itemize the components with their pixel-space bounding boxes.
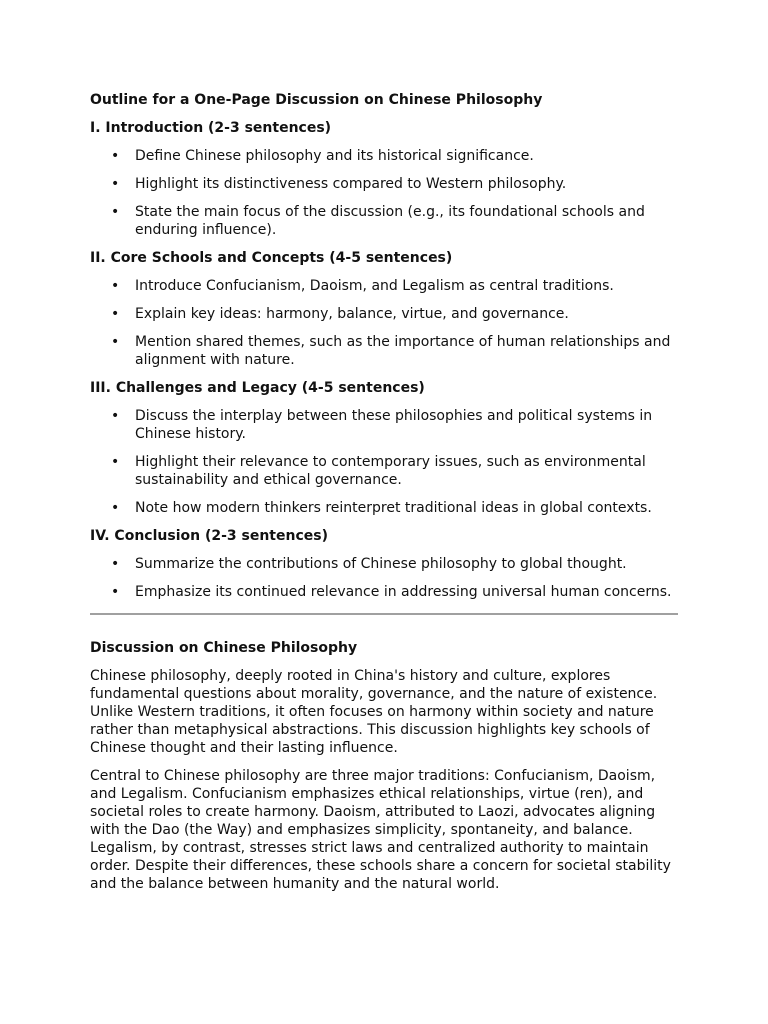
- list-item: [90, 499, 680, 517]
- outline-title: Outline for a One-Page Discussion on Chinese Philosophy: [90, 92, 543, 108]
- section-list-core-schools: [90, 277, 680, 369]
- list-item: [90, 453, 680, 489]
- list-item-text: Explain key ideas: harmony, balance, virtue, and governance.: [135, 306, 569, 322]
- section-heading-core-schools: II. Core Schools and Concepts (4-5 sentences): [90, 250, 453, 266]
- discussion-title: Discussion on Chinese Philosophy: [90, 640, 358, 656]
- list-item-text: Highlight its distinctiveness compared to Western philosophy.: [135, 176, 567, 192]
- section-heading-conclusion: IV. Conclusion (2-3 sentences): [90, 528, 328, 544]
- list-item: [90, 407, 680, 443]
- list-item: [90, 583, 680, 601]
- horizontal-divider: [90, 613, 678, 615]
- bullet-icon: •: [111, 556, 120, 572]
- bullet-icon: •: [111, 500, 120, 516]
- list-item-text: Summarize the contributions of Chinese philosophy to global thought.: [135, 556, 627, 572]
- discussion-paragraph: Central to Chinese philosophy are three major traditions: Confucianism, Daoism, and Legalism. Confucianism emphasizes ethical relationships, virtue (ren), and societal roles to create harmony. Daoism, attributed to Laozi, advocates aligning with the Dao (the Way) and emphasizes simplicity, spontaneity, and balance. Legalism, by contrast, stresses strict laws and centralized authority to maintain order. Despite their differences, these schools share a concern for societal stability and the balance between humanity and the natural world.: [90, 768, 671, 892]
- bullet-icon: •: [111, 278, 120, 294]
- bullet-icon: •: [111, 334, 120, 350]
- section-list-challenges-legacy: [90, 407, 680, 517]
- bullet-icon: •: [111, 204, 120, 220]
- bullet-icon: •: [111, 176, 120, 192]
- list-item-text: Introduce Confucianism, Daoism, and Legalism as central traditions.: [135, 278, 614, 294]
- list-item: [90, 147, 680, 165]
- section-heading-introduction: I. Introduction (2-3 sentences): [90, 120, 332, 136]
- list-item: [90, 203, 680, 239]
- list-item-text: Emphasize its continued relevance in addressing universal human concerns.: [135, 584, 672, 600]
- bullet-icon: •: [111, 408, 120, 424]
- list-item-text: State the main focus of the discussion (e.g., its foundational schools and enduring influence).: [135, 204, 645, 238]
- list-item: [90, 175, 680, 193]
- discussion-paragraph: Chinese philosophy, deeply rooted in China's history and culture, explores fundamental questions about morality, governance, and the nature of existence. Unlike Western traditions, it often focuses on harmony within society and nature rather than metaphysical abstractions. This discussion highlights key schools of Chinese thought and their lasting influence.: [90, 668, 658, 756]
- bullet-icon: •: [111, 148, 120, 164]
- list-item: [90, 305, 680, 323]
- list-item-text: Note how modern thinkers reinterpret traditional ideas in global contexts.: [135, 500, 652, 516]
- list-item-text: Discuss the interplay between these philosophies and political systems in Chinese history.: [135, 408, 653, 442]
- section-heading-challenges-legacy: III. Challenges and Legacy (4-5 sentences): [90, 380, 425, 396]
- list-item-text: Mention shared themes, such as the importance of human relationships and alignment with nature.: [135, 334, 671, 368]
- bullet-icon: •: [111, 454, 120, 470]
- bullet-icon: •: [111, 306, 120, 322]
- document-page: [90, 91, 680, 903]
- list-item: [90, 277, 680, 295]
- section-list-conclusion: [90, 555, 680, 601]
- list-item-text: Highlight their relevance to contemporary issues, such as environmental sustainability and ethical governance.: [135, 454, 646, 488]
- list-item-text: Define Chinese philosophy and its historical significance.: [135, 148, 534, 164]
- list-item: [90, 333, 680, 369]
- section-list-introduction: [90, 147, 680, 239]
- bullet-icon: •: [111, 584, 120, 600]
- list-item: [90, 555, 680, 573]
